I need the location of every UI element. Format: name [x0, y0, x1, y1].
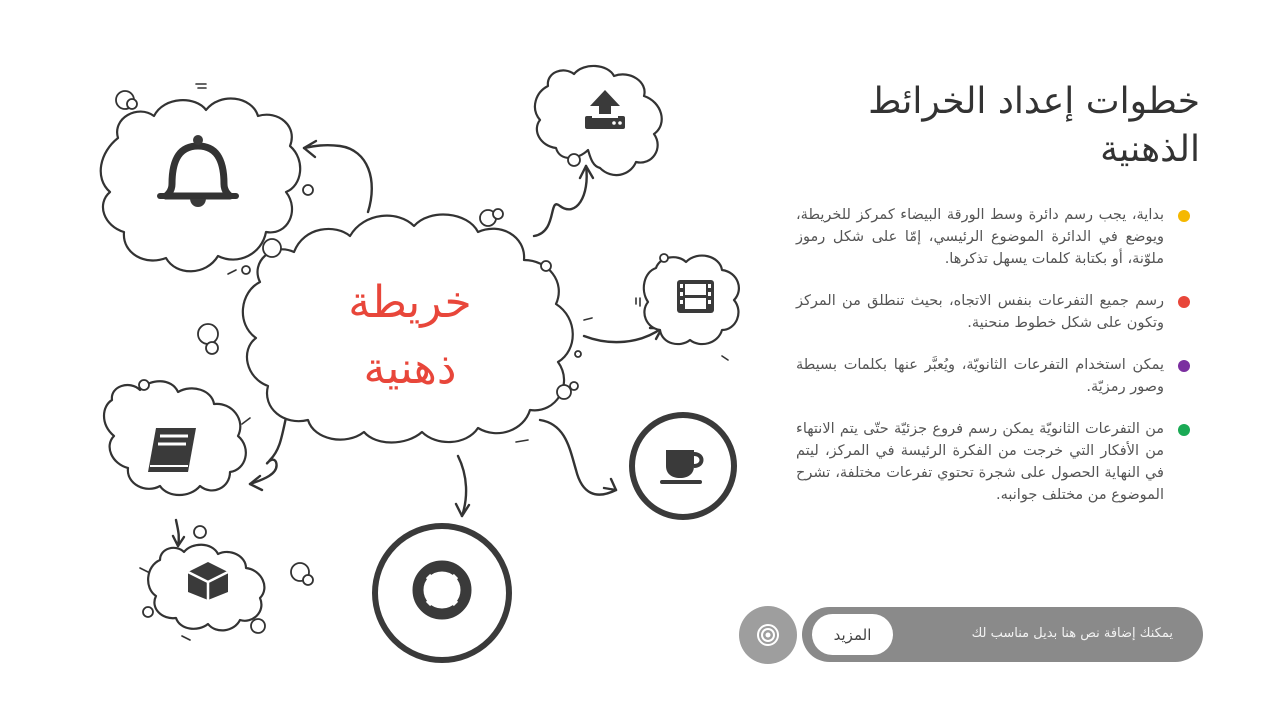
page-title: خطوات إعداد الخرائط الذهنية — [868, 81, 1200, 170]
center-label — [300, 270, 520, 402]
list-item — [796, 354, 1194, 398]
footer-text: يمكنك إضافة نص هنا بديل مناسب لك — [971, 626, 1173, 641]
center-label-line2: ذهنية — [363, 343, 457, 394]
bullet-dot — [1178, 296, 1190, 308]
bullet-dot — [1178, 360, 1190, 372]
bullet-list — [796, 204, 1194, 526]
footer-bar — [802, 607, 1203, 662]
bullet-dot — [1178, 210, 1190, 222]
film-icon — [677, 280, 714, 313]
bullet-text: بداية، يجب رسم دائرة وسط الورقة البيضاء كمركز للخريطة، ويوضع في الدائرة الموضوع الرئيسي، إمّا على شكل رموز ملوّنة، أو بكتابة كلمات يسهل تذكرها. — [796, 207, 1164, 267]
book-icon — [148, 428, 196, 472]
target-icon — [739, 606, 797, 664]
center-label-line1: خريطة — [348, 277, 472, 328]
bullet-text: من التفرعات الثانويّة يمكن رسم فروع جزئيّة حتّى يتم الانتهاء من الأفكار التي خرجت من الفكرة الرئيسة في المركز، ليتم في النهاية الحصول على شجرة تحتوي تفرعات مختلفة، تشرح الموضوع من مختلف جوانبه. — [796, 421, 1164, 503]
lifebuoy-ring — [375, 526, 509, 660]
list-item — [796, 418, 1194, 506]
more-button[interactable]: المزيد — [812, 614, 893, 655]
list-item — [796, 290, 1194, 334]
bullet-dot — [1178, 424, 1190, 436]
bullet-text: يمكن استخدام التفرعات الثانويّة، ويُعبَّر عنها بكلمات بسيطة وصور رمزيّة. — [796, 357, 1164, 395]
bullet-text: رسم جميع التفرعات بنفس الاتجاه، بحيث تنطلق من المركز وتكون على شكل خطوط منحنية. — [796, 293, 1164, 331]
list-item — [796, 204, 1194, 270]
